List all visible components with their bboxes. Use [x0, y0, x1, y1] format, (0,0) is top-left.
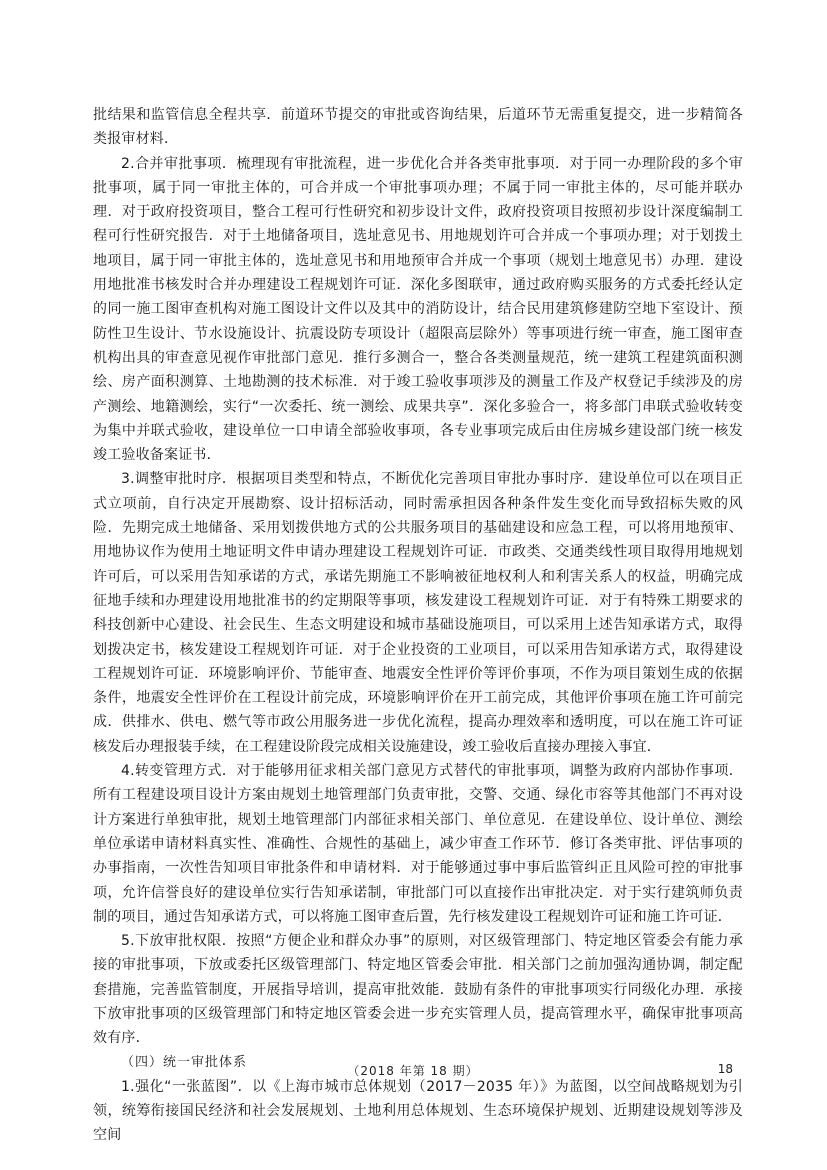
page-number: 18: [717, 1062, 733, 1076]
issue-label: （2018 年第 18 期）: [347, 1064, 479, 1078]
paragraph-merge-approvals: 2.合并审批事项．梳理现有审批流程，进一步优化合并各类审批事项．对于同一办理阶段的多个审批事项，属于同一审批主体的，可合并成一个审批事项办理；不属于同一审批主体的，尽可能并联办理．对于政府投资项目，整合工程可行性研究和初步设计文件，政府投资项目按照初步设计深度编制工程可行性研究报告．对于土地储备项目，选址意见书、用地规划许可合并成一个事项办理；对于划拨土地项目，属于同一审批主体的，选址意见书和用地预审合并成一个事项（规划土地意见书）办理．建设用地批准书核发时合并办理建设工程规划许可证．深化多图联审，通过政府购买服务的方式委托经认定的同一施工图审查机构对施工图设计文件以及其中的消防设计，结合民用建筑修建防空地下室设计、预防性卫生设计、节水设施设计、抗震设防专项设计（超限高层除外）等事项进行统一审查，施工图审查机构出具的审查意见视作审批部门意见．推行多测合一，整合各类测量规范，统一建筑工程建筑面积测绘、房产面积测算、土地勘测的技术标准．对于竣工验收事项涉及的测量工作及产权登记手续涉及的房产测绘、地籍测绘，实行“一次委托、统一测绘、成果共享”．深化多验合一，将多部门串联式验收转变为集中并联式验收，建设单位一口申请全部验收事项，各专业事项完成后由住房城乡建设部门统一核发竣工验收备案证书．: [93, 155, 743, 464]
paragraph-adjust-sequence: 3.调整审批时序．根据项目类型和特点，不断优化完善项目审批办事时序．建设单位可以在项目正式立项前，自行决定开展勘察、设计招标活动，同时需承担因各种条件发生变化而导致招标失败的风险．先期完成土地储备、采用划拨供地方式的公共服务项目的基础建设和应急工程，可以将用地预审、用地协议作为使用土地证明文件申请办理建设工程规划许可证．市政类、交通类线性项目取得用地规划许可后，可以采用告知承诺的方式，承诺先期施工不影响被征地权利人和利害关系人的权益，明确完成征地手续和办理建设用地批准书的约定期限等事项，核发建设工程规划许可证．对于有特殊工期要求的科技创新中心建设、社会民生、生态文明建设和城市基础设施项目，可以采用上述告知承诺方式，取得划拨决定书，核发建设工程规划许可证．对于企业投资的工业项目，可以采用告知承诺方式，取得建设工程规划许可证．环境影响评价、节能审查、地震安全性评价等评价事项，不作为项目策划生成的依据条件，地震安全性评价在工程设计前完成，环境影响评价在开工前完成，其他评价事项在施工许可前完成．供排水、供电、燃气等市政公用服务进一步优化流程，提高办理效率和透明度，可以在施工许可证核发后办理报装手续，在工程建设阶段完成相关设施建设，竣工验收后直接办理接入事宜．: [93, 471, 743, 755]
section-heading: （四）统一审批体系: [121, 1054, 248, 1070]
paragraph-continuation: 批结果和监管信息全程共享．前道环节提交的审批或咨询结果，后道环节无需重复提交，进一步精简各类报审材料．: [93, 107, 743, 148]
page-footer: [93, 1062, 733, 1082]
document-body: [93, 103, 743, 1148]
paragraph-one-blueprint: 1.强化“一张蓝图”．以《上海市城市总体规划（2017－2035 年）》为蓝图，以空间战略规划为引领，统筹衔接国民经济和社会发展规划、土地利用总体规划、生态环境保护规划、近期建设规划等涉及空间: [93, 1078, 743, 1144]
paragraph-delegate-authority: 5.下放审批权限．按照“方便企业和群众办事”的原则，对区级管理部门、特定地区管委会有能力承接的审批事项，下放或委托区级管理部门、特定地区管委会审批．相关部门之前加强沟通协调，制定配套措施，完善监管制度，开展指导培训，提高审批效能．鼓励有条件的审批事项实行同级化办理．承接下放审批事项的区级管理部门和特定地区管委会进一步充实管理人员，提高管理水平，确保审批事项高效有序．: [93, 933, 743, 1047]
paragraph-change-management: 4.转变管理方式．对于能够用征求相关部门意见方式替代的审批事项，调整为政府内部协作事项．所有工程建设项目设计方案由规划土地管理部门负责审批，交警、交通、绿化市容等其他部门不再对设计方案进行单独审批，规划土地管理部门内部征求相关部门、单位意见．在建设单位、设计单位、测绘单位承诺申请材料真实性、准确性、合规性的基础上，减少审查工作环节．修订各类审批、评估事项的办事指南，一次性告知项目审批条件和申请材料．对于能够通过事中事后监管纠正且风险可控的审批事项，允许信誉良好的建设单位实行告知承诺制，审批部门可以直接作出审批决定．对于实行建筑师负责制的项目，通过告知承诺方式，可以将施工图审查后置，先行核发建设工程规划许可证和施工许可证．: [93, 763, 743, 925]
